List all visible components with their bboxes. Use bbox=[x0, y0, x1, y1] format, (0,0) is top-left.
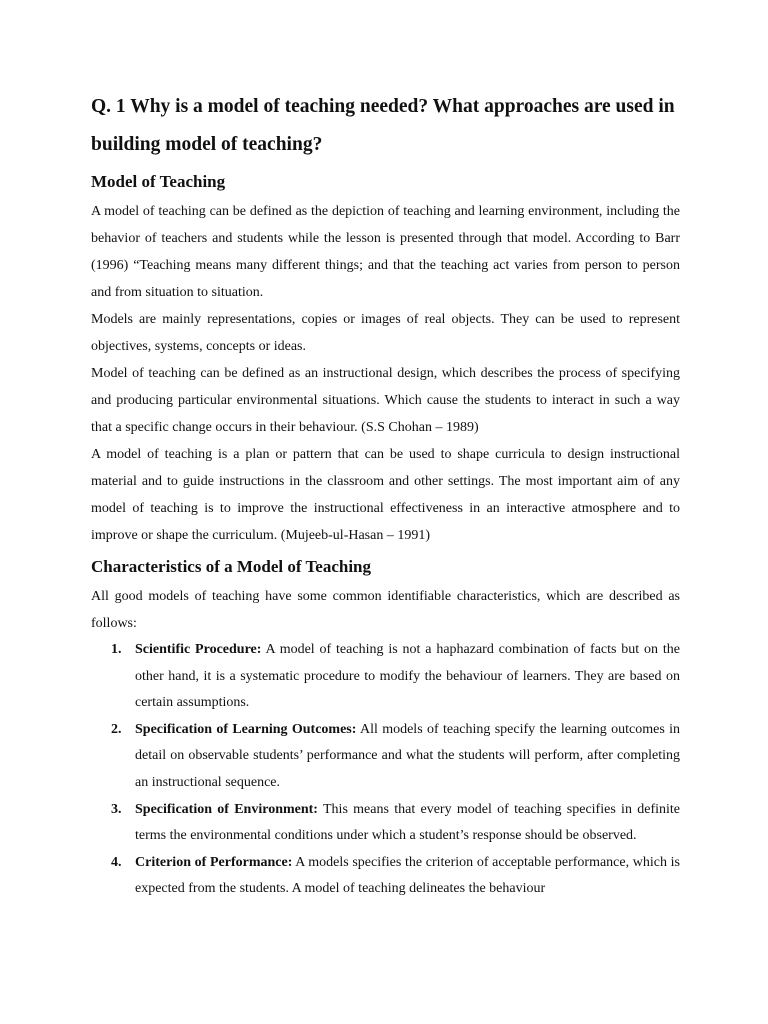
list-item-text: All models of teaching specify the learning outcomes in detail on observable students’ performance and what the students will perform, after completing an instructional sequence. bbox=[135, 721, 680, 790]
paragraph-representations: Models are mainly representations, copies or images of real objects. They can be used to represent objectives, systems, concepts or ideas. bbox=[91, 312, 680, 354]
list-item-number: 4. bbox=[111, 854, 122, 870]
list-item bbox=[91, 797, 680, 850]
characteristics-list bbox=[91, 637, 680, 903]
list-item-term: Criterion of Performance: bbox=[135, 854, 293, 870]
list-item-text: This means that every model of teaching specifies in definite terms the environmental conditions under which a student’s response should be observed. bbox=[135, 801, 680, 844]
list-item-term: Scientific Procedure: bbox=[135, 642, 262, 657]
list-item-number: 1. bbox=[111, 642, 122, 657]
list-item-term: Specification of Learning Outcomes: bbox=[135, 721, 357, 737]
list-item-term: Specification of Environment: bbox=[135, 801, 318, 817]
paragraph-definition: A model of teaching can be defined as the depiction of teaching and learning environment, including the behavior of teachers and students while the lesson is presented through that model. According to Barr (1996) “Teaching means many different things; and that the teaching act varies from person to person and from situation to situation. bbox=[91, 204, 680, 300]
question-title: Q. 1 Why is a model of teaching needed? What approaches are used in building model of teaching? bbox=[91, 96, 675, 155]
list-item bbox=[91, 850, 680, 903]
section-heading-model-of-teaching: Model of Teaching bbox=[91, 172, 226, 191]
paragraph-characteristics-intro: All good models of teaching have some common identifiable characteristics, which are described as follows: bbox=[91, 589, 680, 631]
section-heading-characteristics: Characteristics of a Model of Teaching bbox=[91, 557, 371, 576]
list-item bbox=[91, 637, 680, 717]
list-item-text: A models specifies the criterion of acceptable performance, which is expected from the students. A model of teaching delineates the behaviour bbox=[135, 854, 680, 897]
paragraph-plan-or-pattern: A model of teaching is a plan or pattern that can be used to shape curricula to design instructional material and to guide instructions in the classroom and other settings. The most important aim of any model of teaching is to improve the instructional effectiveness in an interactive atmosphere and to improve or shape the curriculum. (Mujeeb-ul-Hasan – 1991) bbox=[91, 447, 680, 543]
paragraph-instructional-design: Model of teaching can be defined as an instructional design, which describes the process of specifying and producing particular environmental situations. Which cause the students to interact in such a way that a specific change occurs in their behaviour. (S.S Chohan – 1989) bbox=[91, 366, 680, 435]
list-item-number: 2. bbox=[111, 721, 122, 737]
list-item-text: A model of teaching is not a haphazard combination of facts but on the other hand, it is a systematic procedure to modify the behaviour of learners. They are based on certain assumptions. bbox=[135, 642, 681, 711]
list-item bbox=[91, 717, 680, 797]
list-item-number: 3. bbox=[111, 801, 122, 817]
